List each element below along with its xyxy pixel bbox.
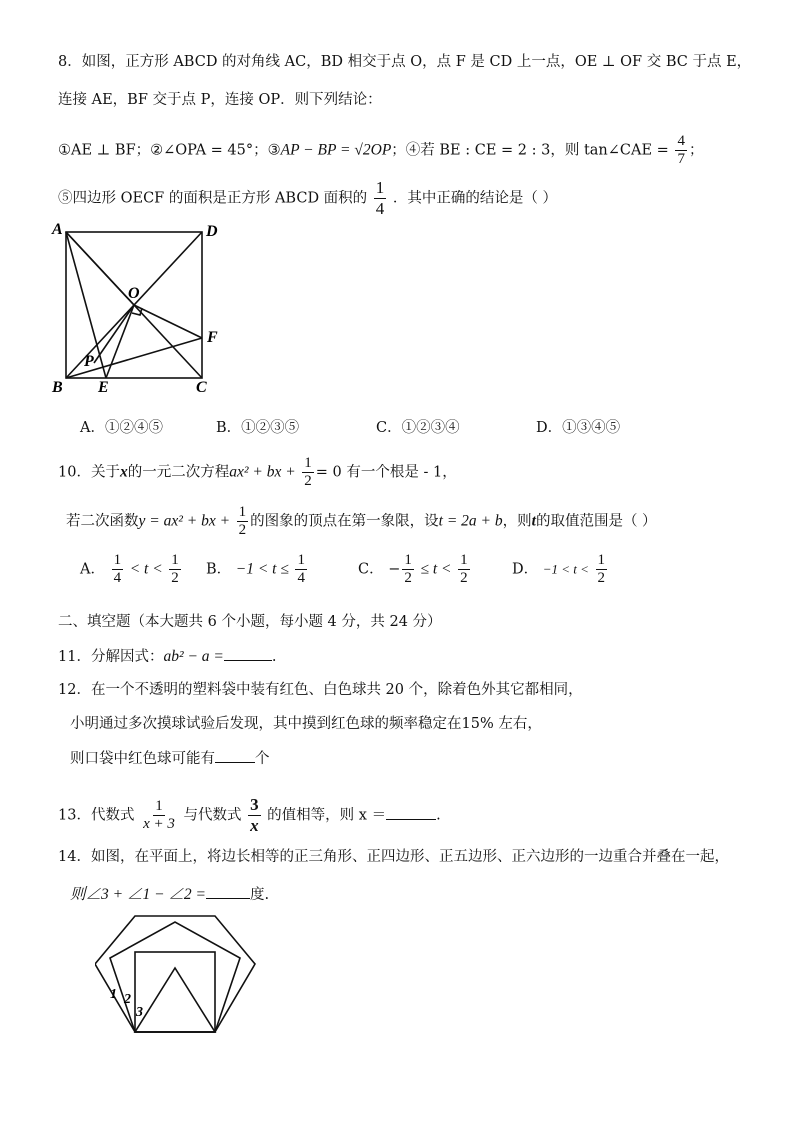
section-2-heading: 二、填空题（本大题共 6 个小题，每小题 4 分，共 24 分） — [58, 614, 442, 630]
label-D: D — [206, 223, 218, 240]
q8-option-a: A．①②④⑤ — [80, 420, 163, 436]
label-B: B — [52, 379, 63, 395]
q13-answer-blank[interactable] — [386, 805, 436, 820]
q14-polygons-figure — [95, 912, 275, 1042]
q11-line: 11．分解因式：ab² − a = . — [58, 648, 277, 665]
angle-3-label: 3 — [136, 1005, 143, 1020]
q8-conclusions-line — [58, 133, 703, 168]
q12-line1: 12．在一个不透明的塑料袋中装有红色、白色球共 20 个，除着色外其它都相同， — [58, 682, 583, 698]
q12-line2: 小明通过多次摸球试验后发现，其中摸到红色球的频率稳定在15% 左右， — [70, 716, 542, 732]
q11-answer-blank[interactable] — [224, 646, 272, 661]
q14-line2: 则∠3 + ∠1 − ∠2 = 度. — [70, 886, 270, 903]
q10-line1: 10．关于x的一元二次方程ax² + bx + $\frac{1}{2}$ = 0 有一个根是 - 1， — [58, 455, 457, 489]
q14-line1: 14．如图，在平面上，将边长相等的正三角形、正四边形、正五边形、正六边形的一边重合并叠在一起， — [58, 849, 729, 865]
q8-quarter-fraction: $\frac{1}{4}$ — [375, 178, 385, 218]
q8-question-end: ．其中正确的结论是（ ） — [392, 190, 558, 207]
q8-square-figure — [50, 220, 250, 395]
q8-line2: 连接 AE，BF 交于点 P，连接 OP．则下列结论： — [58, 92, 382, 108]
label-F: F — [207, 329, 218, 346]
q8-conclusion-5-line — [58, 178, 557, 219]
q12-line3: 则口袋中红色球可能有 个 — [70, 748, 270, 769]
angle-2-label: 2 — [124, 992, 131, 1007]
q8-option-d: D．①③④⑤ — [536, 420, 621, 436]
q8-tan-fraction: $\frac{4}{7}$ — [677, 133, 685, 167]
q10-line2: 若二次函数y = ax² + bx + $\frac{1}{2}$ 的图象的顶点在第一象限，设t = 2a + b，则t的取值范围是（ ） — [66, 504, 657, 538]
q10-option-b: B． −1 < t ≤ $\frac{1}{4}$ — [206, 552, 305, 586]
q10-half-fraction-2: $\frac{1}{2}$ — [238, 504, 247, 538]
label-O: O — [128, 285, 140, 302]
angle-1-label: 1 — [110, 987, 117, 1002]
q8-option-b: B．①②③⑤ — [216, 420, 300, 436]
q13-fraction-2: $\frac{3}{x}$ — [250, 795, 259, 835]
q8-conclusion-5: ⑤四边形 OECF 的面积是正方形 ABCD 面积的 — [58, 190, 368, 207]
q13-fraction-1: $\frac{1}{x + 3}$ — [143, 798, 175, 832]
q10-option-a: A． $\frac{1}{4}$ < t < $\frac{1}{2}$ — [80, 552, 179, 586]
q8-line1: 8．如图，正方形 ABCD 的对角线 AC，BD 相交于点 O，点 F 是 CD 上一点，OE ⊥ OF 交 BC 于点 E， — [58, 54, 752, 70]
label-P: P — [84, 353, 94, 370]
q13-line: 13．代数式 $\frac{1}{x + 3}$ 与代数式 $\frac{3}{x}$ 的值相等，则 x ＝ . — [58, 795, 441, 835]
q10-half-fraction-1: $\frac{1}{2}$ — [304, 455, 312, 489]
q10-option-d: D． −1 < t < $\frac{1}{2}$ — [512, 552, 606, 586]
q8-semicolon: ； — [688, 142, 704, 159]
q8-option-c: C．①②③④ — [376, 420, 460, 436]
label-C: C — [196, 379, 207, 395]
q14-answer-blank[interactable] — [206, 884, 250, 899]
q8-conclusion-4: ；④若 BE : CE = 2 : 3，则 tan∠CAE = — [391, 142, 669, 159]
label-A: A — [52, 221, 63, 238]
q8-conclusion-3: AP − BP = √2OP — [280, 141, 392, 159]
q8-conclusions-1-2: ①AE ⊥ BF；②∠OPA = 45°；③ — [58, 142, 281, 159]
q12-answer-blank[interactable] — [215, 748, 255, 763]
label-E: E — [98, 379, 109, 395]
q10-option-c: C． − $\frac{1}{2}$ ≤ t < $\frac{1}{2}$ — [358, 552, 468, 586]
